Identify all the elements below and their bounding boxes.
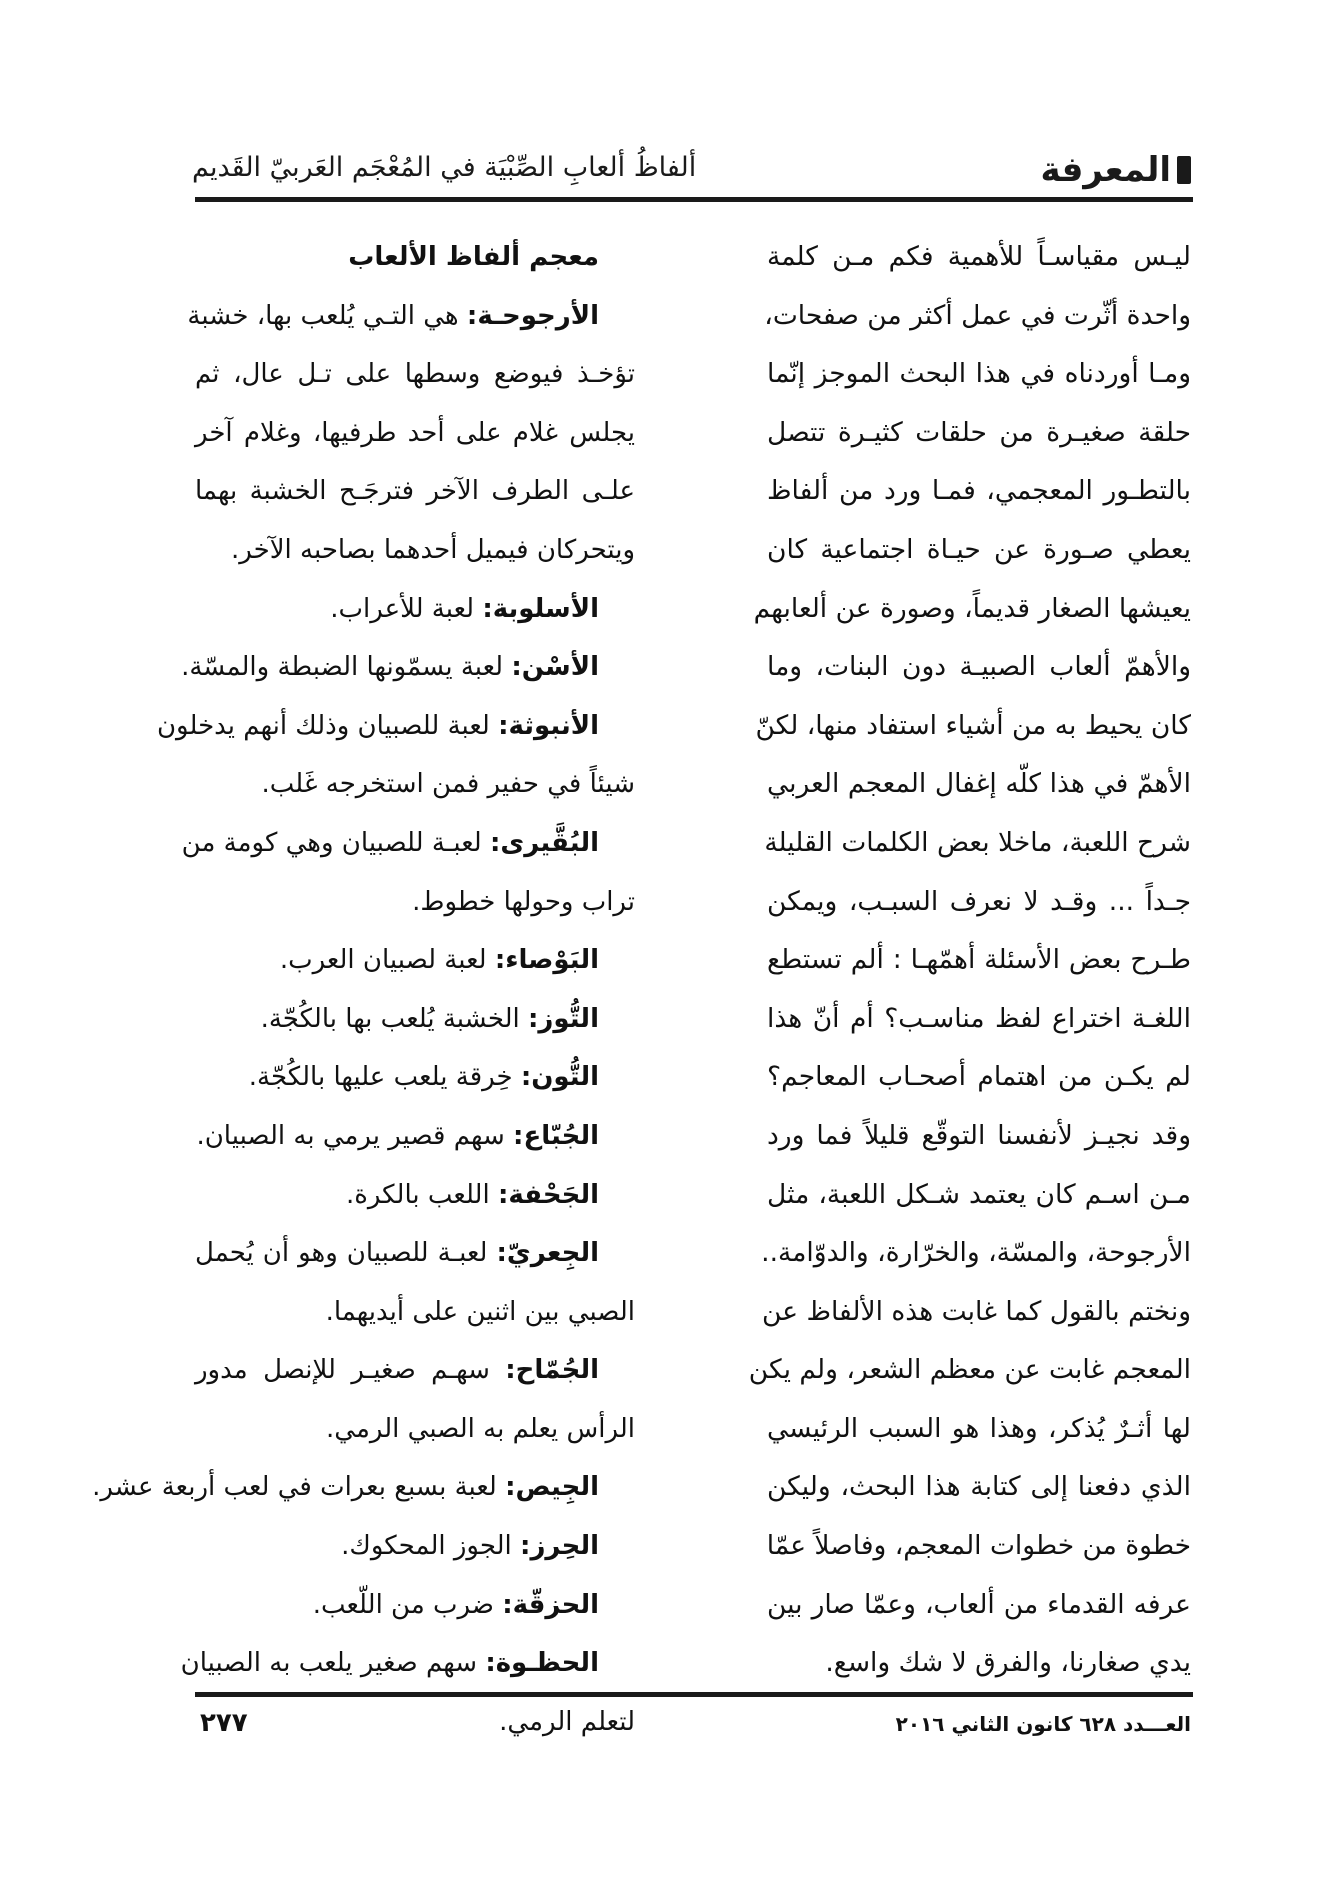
body-text-line: يعيشها الصغار قديماً، وصورة عن ألعابهم [753, 592, 1191, 624]
glossary-entry [195, 1576, 635, 1635]
glossary-entry [195, 1517, 635, 1576]
entry-definition: سهم قصير يرمي به الصبيان. [196, 1120, 514, 1151]
glossary-entry [180, 1634, 635, 1693]
entry-definition: لعبة يسمّونها الضبطة والمسّة. [181, 652, 512, 683]
glossary-entry [181, 638, 635, 697]
body-text-line: كان يحيط به من أشياء استفاد منها، لكنّ [755, 709, 1191, 741]
body-text-line: ومـا أوردناه في هذا البحث الموجز إنّما [767, 358, 1191, 390]
glossary-continuation [195, 404, 635, 463]
body-text-line: عرفه القدماء من ألعاب، وعمّا صار بين [767, 1588, 1191, 1620]
entry-definition: تؤخـذ فيوضع وسطها على تـل عال، ثم [195, 359, 635, 390]
glossary-entry [195, 990, 635, 1049]
entry-term: الجِعريّ: [496, 1238, 599, 1269]
entry-definition: لعبـة للصبيان وهي كومة من [181, 827, 490, 858]
body-text-line: يعطي صـورة عن حيـاة اجتماعية كان [767, 533, 1191, 565]
entry-definition: لتعلم الرمي. [499, 1706, 635, 1737]
glossary-continuation [195, 1283, 635, 1342]
footer-rule [195, 1692, 1193, 1697]
glossary-entry [195, 580, 635, 639]
glossary-continuation [195, 1693, 635, 1752]
body-text-line: حلقة صغيـرة من حلقات كثيـرة تتصل [767, 416, 1191, 448]
entry-term: الحِرز: [520, 1531, 599, 1562]
body-text-line: ليـس مقياسـاً للأهمية فكم مـن كلمة [767, 241, 1191, 272]
entry-definition: لعبة للصبيان وذلك أنهم يدخلون [156, 710, 499, 741]
entry-definition: علـى الطرف الآخر فترجَـح الخشبة بهما [195, 476, 635, 507]
entry-definition: الجوز المحكوك. [341, 1531, 521, 1562]
glossary-continuation [195, 1400, 635, 1459]
entry-term: الأسلوبة: [482, 593, 599, 624]
body-text-line: لم يكـن من اهتمام أصحـاب المعاجم؟ [767, 1061, 1191, 1093]
entry-term: التُّوز: [528, 1003, 599, 1034]
section-heading: معجم ألفاظ الألعاب [348, 242, 599, 272]
entry-definition: الخشبة يُلعب بها بالكُجّة. [260, 1003, 529, 1034]
page-header [192, 150, 1191, 192]
entry-term: البُقَّيرى: [489, 827, 599, 858]
body-text-line: المعجم غابت عن معظم الشعر، ولم يكن [748, 1354, 1191, 1386]
entry-term: الأسْن: [511, 652, 599, 683]
entry-term: الأنبوثة: [498, 710, 599, 741]
right-column [748, 228, 1191, 1693]
glossary-continuation [195, 345, 635, 404]
entry-term: الجَحْفة: [497, 1179, 599, 1210]
glossary-entry [195, 1166, 635, 1225]
body-text-line: شرح اللعبة، ماخلا بعض الكلمات القليلة [764, 826, 1191, 858]
body-text-line: واحدة أثّرت في عمل أكثر من صفحات، [764, 299, 1191, 331]
body-text-line: يدي صغارنا، والفرق لا شك واسع. [825, 1647, 1191, 1679]
entry-term: الحظـوة: [485, 1648, 599, 1679]
body-text-line: ونختم بالقول كما غابت هذه الألفاظ عن [762, 1295, 1191, 1327]
entry-term: البَوْصاء: [494, 945, 599, 976]
glossary-continuation [195, 521, 635, 580]
entry-definition: لعبـة للصبيان وهو أن يُحمل [195, 1238, 497, 1269]
entry-definition: شيئاً في حفير فمن استخرجه غَلب. [261, 769, 635, 800]
glossary-entry [187, 287, 635, 346]
logo-mark-icon [1177, 156, 1191, 184]
entry-definition: اللعب بالكرة. [345, 1179, 498, 1210]
glossary-entry [181, 814, 635, 873]
entry-definition: الصبي بين اثنين على أيديهما. [325, 1296, 635, 1327]
glossary-continuation [195, 873, 635, 932]
entry-term: الأرجوحـة: [466, 300, 599, 331]
entry-term: الجُبّاع: [513, 1120, 599, 1151]
body-text-line: الأهمّ في هذا كلّه إغفال المعجم العربي [767, 768, 1191, 800]
glossary-continuation [195, 755, 635, 814]
entry-term: الحزقّة: [502, 1589, 599, 1620]
glossary-entry [195, 1224, 635, 1283]
body-text-line: خطوة من خطوات المعجم، وفاصلاً عمّا [766, 1530, 1191, 1562]
glossary-entry [195, 1341, 635, 1400]
entry-definition: لعبة لصبيان العرب. [279, 945, 495, 976]
body-text-line: وقد نجيـز لأنفسنا التوقّع قليلاً فما ورد [767, 1119, 1191, 1151]
body-text-line: الذي دفعنا إلى كتابة هذا البحث، وليكن [767, 1471, 1191, 1503]
left-column [92, 228, 635, 1751]
entry-definition: خِرقة يلعب عليها بالكُجّة. [248, 1062, 521, 1093]
glossary-entry [195, 1048, 635, 1107]
body-text-line: مـن اسـم كان يعتمد شـكل اللعبة، مثل [767, 1178, 1191, 1210]
magazine-logo [1041, 150, 1191, 190]
glossary-entry [195, 1107, 635, 1166]
body-text-line: والأهمّ ألعاب الصبيـة دون البنات، وما [767, 651, 1191, 683]
body-text-line: اللغـة اختراع لفظ مناسـب؟ أم أنّ هذا [767, 1002, 1191, 1034]
entry-definition: سهم صغير يلعب به الصبيان [180, 1648, 486, 1679]
glossary-continuation [195, 462, 635, 521]
entry-definition: سهـم صغيـر للإنصل مدور [195, 1355, 506, 1386]
entry-term: التُّون: [520, 1062, 599, 1093]
running-title: ألفاظُ ألعابِ الصِّبْيَة في المُعْجَم العَربيّ القَديم [192, 152, 697, 183]
body-text-line: الأرجوحة، والمسّة، والخرّارة، والدوّامة.. [761, 1237, 1191, 1269]
glossary-entry [92, 1458, 635, 1517]
body-text-line: جـداً ... وقـد لا نعرف السبـب، ويمكن [767, 885, 1191, 917]
entry-definition: ضرب من اللّعب. [312, 1589, 503, 1620]
header-rule [195, 197, 1193, 202]
body-text-line: طـرح بعض الأسئلة أهمّهـا : ألم تستطع [767, 944, 1191, 976]
entry-definition: لعبة للأعراب. [330, 593, 483, 624]
entry-term: الجُمّاح: [505, 1355, 599, 1386]
body-text-line: بالتطـور المعجمي، فمـا ورد من ألفاظ [767, 475, 1191, 507]
entry-definition: تراب وحولها خطوط. [412, 886, 635, 917]
glossary-entry [195, 931, 635, 990]
page-number: ٢٧٧ [200, 1708, 248, 1738]
entry-definition: ويتحركان فيميل أحدهما بصاحبه الآخر. [231, 534, 635, 565]
body-text-line: لها أثـرٌ يُذكر، وهذا هو السبب الرئيسي [767, 1412, 1191, 1444]
entry-definition: هي التـي يُلعب بها، خشبة [187, 300, 467, 331]
entry-definition: يجلس غلام على أحد طرفيها، وغلام آخر [195, 417, 635, 448]
entry-definition: الرأس يعلم به الصبي الرمي. [326, 1413, 635, 1444]
issue-info: العـــدد ٦٢٨ كانون الثاني ٢٠١٦ [895, 1712, 1191, 1736]
glossary-entry [156, 697, 635, 756]
entry-term: الجِيص: [505, 1472, 599, 1503]
entry-definition: لعبة بسبع بعرات في لعب أربعة عشر. [92, 1472, 506, 1503]
logo-text: المعرفة [1040, 150, 1171, 190]
